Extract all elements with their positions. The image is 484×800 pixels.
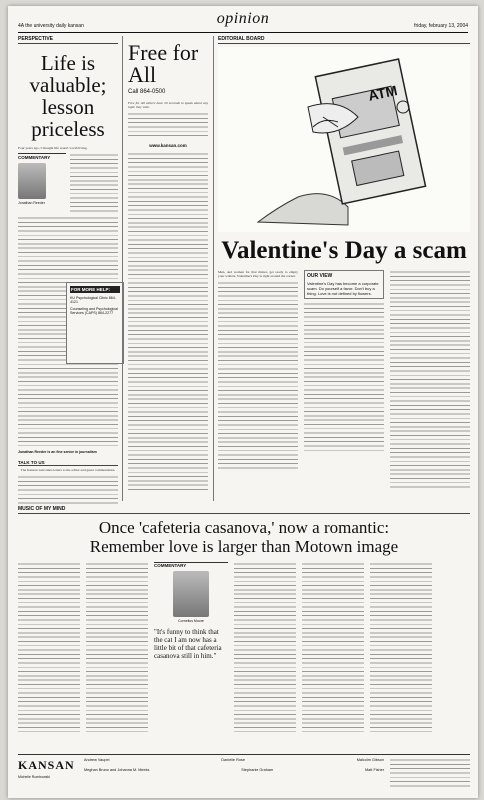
talk-label: TALK TO US: [18, 460, 118, 466]
footer-name: Andrew Vaupel: [84, 758, 110, 762]
issue-date: friday, february 13, 2004: [414, 23, 468, 29]
free-for-all-intro-lines: [128, 112, 208, 137]
atm-sign: ATM: [366, 82, 399, 104]
free-for-all-calls: [128, 152, 208, 492]
help-box: [66, 282, 124, 364]
atm-cartoon: [218, 47, 470, 232]
talk-body: [18, 475, 118, 505]
perspective-column: [18, 36, 118, 506]
masthead-title: KANSAN: [18, 758, 75, 772]
perspective-headline: Life is valuable; lesson priceless: [29, 51, 107, 141]
perspective-lead: Four years ago, I thought life wasn't worth living.: [18, 146, 88, 150]
column-rule: [213, 36, 214, 501]
music-body-2: [86, 562, 148, 732]
our-view-box: [304, 270, 384, 299]
footer-name: Stephanie Graham: [241, 768, 274, 772]
paper-label: 4A the university daily kansan: [18, 23, 84, 29]
masthead-footer: [18, 754, 470, 795]
music-col-label: COMMENTARY: [154, 562, 228, 568]
newspaper-page: [8, 6, 478, 798]
page-header: [18, 10, 468, 33]
author-photo: [18, 163, 46, 199]
perspective-text-block: [70, 153, 118, 213]
our-view-text: Valentine's Day has become a corporate scam. Do yourself a favor: Don't buy a thing. Love is not defined by flowers.: [307, 281, 379, 296]
editorial-cartoon: [218, 47, 470, 232]
music-pull-quote: "It's funny to think that the cat I am now has a little bit of that cafeteria casanova still in him.": [154, 628, 222, 660]
music-body-4: [302, 562, 364, 732]
music-body-5: [370, 562, 432, 732]
editorial-body-2: [304, 302, 384, 452]
perspective-label: PERSPECTIVE: [18, 36, 118, 44]
music-author-photo: [173, 571, 209, 617]
music-section: [18, 506, 470, 726]
editorial-body-3: [390, 270, 470, 490]
our-view-label: OUR VIEW: [307, 273, 333, 279]
editorial-lead: Men, and women for that matter, get ready to empty your wallets. Valentine's Day is right around the corner.: [218, 270, 298, 279]
help-title: FOR MORE HELP:: [70, 286, 120, 293]
music-headline-2: Remember love is larger than Motown image: [89, 537, 399, 556]
perspective-author: Jonathan Reeder: [18, 201, 45, 206]
music-body-3: [234, 562, 296, 732]
perspective-col-label: COMMENTARY: [18, 153, 66, 160]
perspective-caption: Jonathan Reeder is an fine senior in journalism: [18, 450, 97, 455]
editorial-section: [218, 36, 470, 506]
editorial-headline: Valentine's Day a scam: [221, 237, 467, 264]
music-label: MUSIC OF MY MIND: [18, 506, 470, 514]
free-for-all-phone: Call 864-0500: [128, 89, 166, 95]
editorial-board-list: [390, 758, 470, 788]
free-for-all-column: [128, 36, 208, 501]
editorial-label: EDITORIAL BOARD: [218, 36, 470, 44]
talk-text: The Kansan welcomes letters to the editor and guest commentaries.: [20, 468, 116, 473]
free-for-all-title: Free for All: [128, 40, 199, 87]
footer-name: Malcolm Gibson: [356, 758, 384, 762]
free-for-all-web: www.kansan.com: [149, 142, 187, 148]
help-item: KU Psychological Clinic 864-4121: [70, 296, 116, 304]
footer-name: Danielle Rose: [221, 758, 245, 762]
editorial-body-1: [218, 281, 298, 471]
section-title: opinion: [216, 10, 270, 27]
music-headline-1: Once 'cafeteria casanova,' now a romantic:: [98, 518, 390, 537]
footer-name: Matt Fisher: [365, 768, 384, 772]
free-for-all-intro: Free for All callers have 20 seconds to speak about any topic they wish.: [128, 101, 208, 110]
footer-name: Michelle Rumbowski: [18, 775, 50, 779]
help-item: Counseling and Psychological Services (CAPS) 864-2277: [70, 307, 118, 315]
music-body-1: [18, 562, 80, 732]
music-author: Cornelius Moore: [178, 619, 204, 623]
footer-name: Meghan Bruno and Johanna M. Meeks: [84, 768, 150, 772]
column-rule: [122, 36, 123, 501]
